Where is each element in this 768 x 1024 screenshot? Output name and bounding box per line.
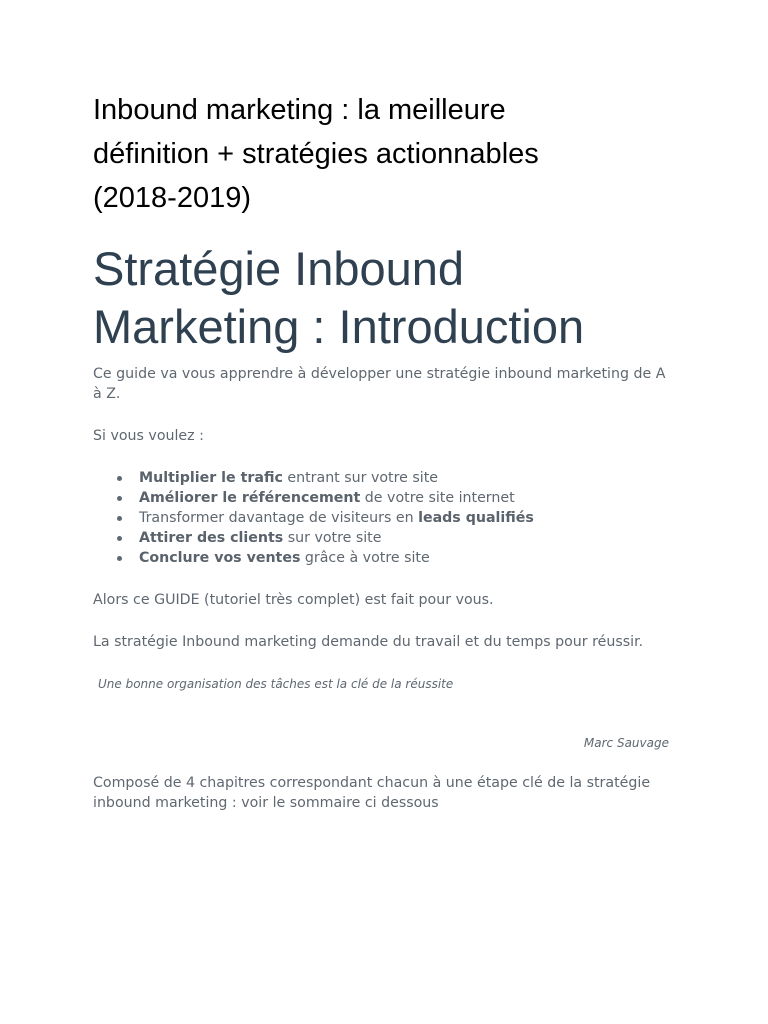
bullet-icon [117, 556, 122, 561]
bullet-post: grâce à votre site [300, 550, 430, 566]
document-title [93, 88, 675, 220]
bullet-icon [117, 516, 122, 521]
list-item [93, 548, 534, 568]
bullet-post: sur votre site [283, 530, 382, 546]
list-item [93, 508, 534, 528]
list-item [93, 488, 534, 508]
bullet-bold: Multiplier le trafic [139, 470, 283, 486]
list-item [93, 528, 534, 548]
list-item [93, 468, 534, 488]
heading-line-1: Stratégie Inbound [93, 242, 465, 295]
section-heading [93, 240, 693, 356]
bullet-icon [117, 496, 122, 501]
bullet-icon [117, 476, 122, 481]
bullet-icon [117, 536, 122, 541]
title-line-2: définition + stratégies actionnables [93, 138, 539, 170]
alors-paragraph: Alors ce GUIDE (tutoriel très complet) est fait pour vous. [93, 592, 494, 608]
bullet-pre: Transformer davantage de visiteurs en [139, 510, 419, 526]
intro-paragraph: Ce guide va vous apprendre à développer une stratégie inbound marketing de A à Z. [93, 366, 666, 402]
strategie-paragraph: La stratégie Inbound marketing demande du travail et du temps pour réussir. [93, 634, 644, 650]
bullet-post: entrant sur votre site [282, 470, 439, 486]
si-vous-voulez-paragraph: Si vous voulez : [93, 428, 204, 444]
bullet-bold: leads qualifiés [418, 510, 534, 526]
bullet-post: de votre site internet [360, 490, 515, 506]
title-line-1: Inbound marketing : la meilleure [93, 94, 506, 126]
bullet-bold: Attirer des clients [139, 530, 284, 546]
benefits-list [93, 468, 534, 568]
bullet-bold: Conclure vos ventes [139, 550, 301, 566]
heading-line-2: Marketing : Introduction [93, 300, 585, 353]
bullet-bold: Améliorer le référencement [139, 490, 361, 506]
quote-text: Une bonne organisation des tâches est la clé de la réussite [98, 677, 454, 691]
title-line-3: (2018-2019) [93, 182, 251, 214]
quote-author: Marc Sauvage [583, 736, 669, 750]
compose-paragraph: Composé de 4 chapitres correspondant chacun à une étape clé de la stratégie inbound marketing : voir le sommaire ci dessous [93, 775, 651, 811]
